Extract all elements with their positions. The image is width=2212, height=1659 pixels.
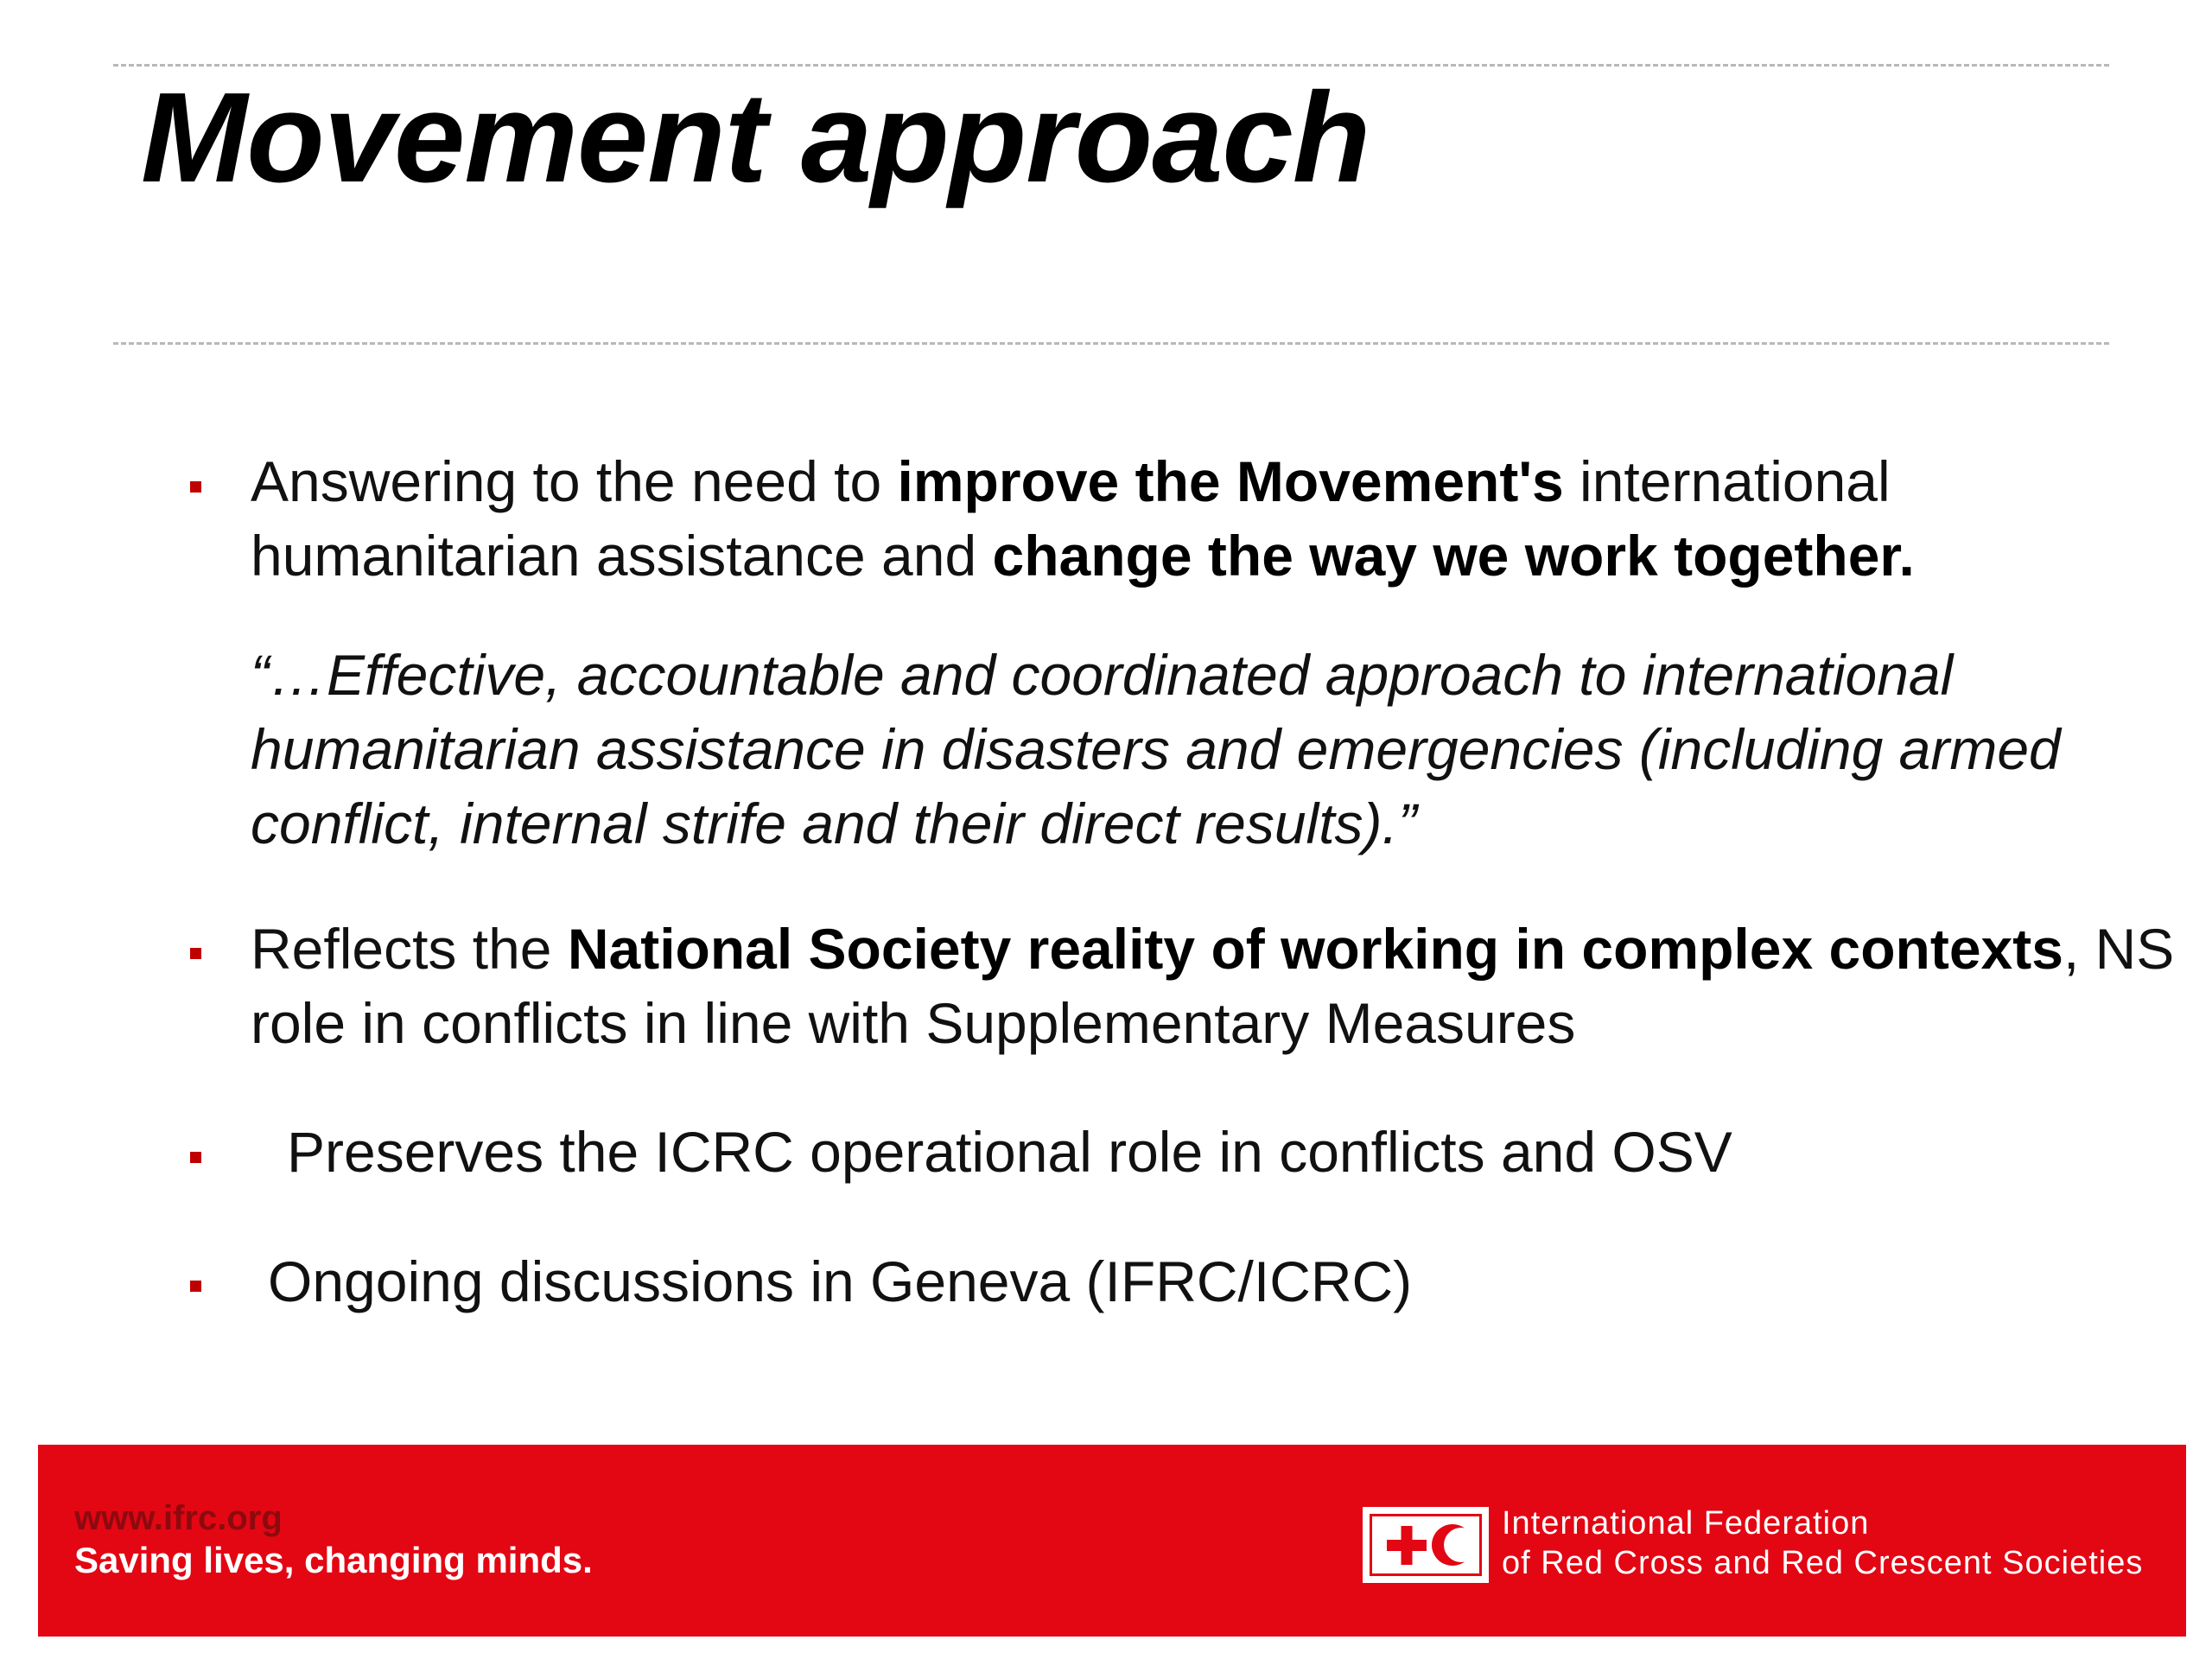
quote-text: “…Effective, accountable and coordinated approach to international humanitarian assistance in disasters and emergencies (including armed conflict, internal strife and their direct results).” bbox=[251, 643, 2061, 855]
organization-name-line2: of Red Cross and Red Crescent Societies bbox=[1502, 1545, 2144, 1581]
footer-tagline: Saving lives, changing minds. bbox=[74, 1540, 593, 1580]
footer-banner bbox=[38, 1445, 2186, 1637]
bullet-text: Reflects the bbox=[251, 917, 568, 981]
bullet-text-bold: National Society reality of working in complex contexts bbox=[567, 917, 2063, 981]
bullet-text-bold: improve the Movement's bbox=[897, 449, 1564, 513]
organization-name-line1: International Federation bbox=[1502, 1505, 1870, 1541]
bullet-item bbox=[251, 444, 2186, 593]
bullet-text-bold: change the way we work together. bbox=[992, 524, 1915, 588]
bullet-text: Answering to the need to bbox=[251, 449, 898, 513]
square-bullet-icon bbox=[190, 948, 201, 959]
bullet-item bbox=[268, 1244, 2203, 1319]
title-bottom-divider bbox=[113, 342, 2109, 345]
slide-title: Movement approach bbox=[141, 67, 1370, 209]
red-cross-red-crescent-emblem-icon bbox=[1363, 1507, 1489, 1583]
bullet-item bbox=[287, 1115, 2212, 1189]
bullet-text: , NS role in conflicts in line with Supplementary Measures bbox=[251, 917, 2175, 1055]
bullet-text: Preserves the ICRC operational role in conflicts and OSV bbox=[287, 1120, 1732, 1184]
footer-url: www.ifrc.org bbox=[74, 1499, 283, 1537]
bullet-text: Ongoing discussions in Geneva (IFRC/ICRC) bbox=[268, 1249, 1413, 1313]
square-bullet-icon bbox=[190, 481, 201, 493]
square-bullet-icon bbox=[190, 1152, 201, 1163]
bullet-text: international humanitarian assistance and bbox=[251, 449, 1891, 588]
square-bullet-icon bbox=[190, 1281, 201, 1292]
bullet-item bbox=[251, 912, 2186, 1060]
organization-name bbox=[1502, 1503, 2143, 1583]
